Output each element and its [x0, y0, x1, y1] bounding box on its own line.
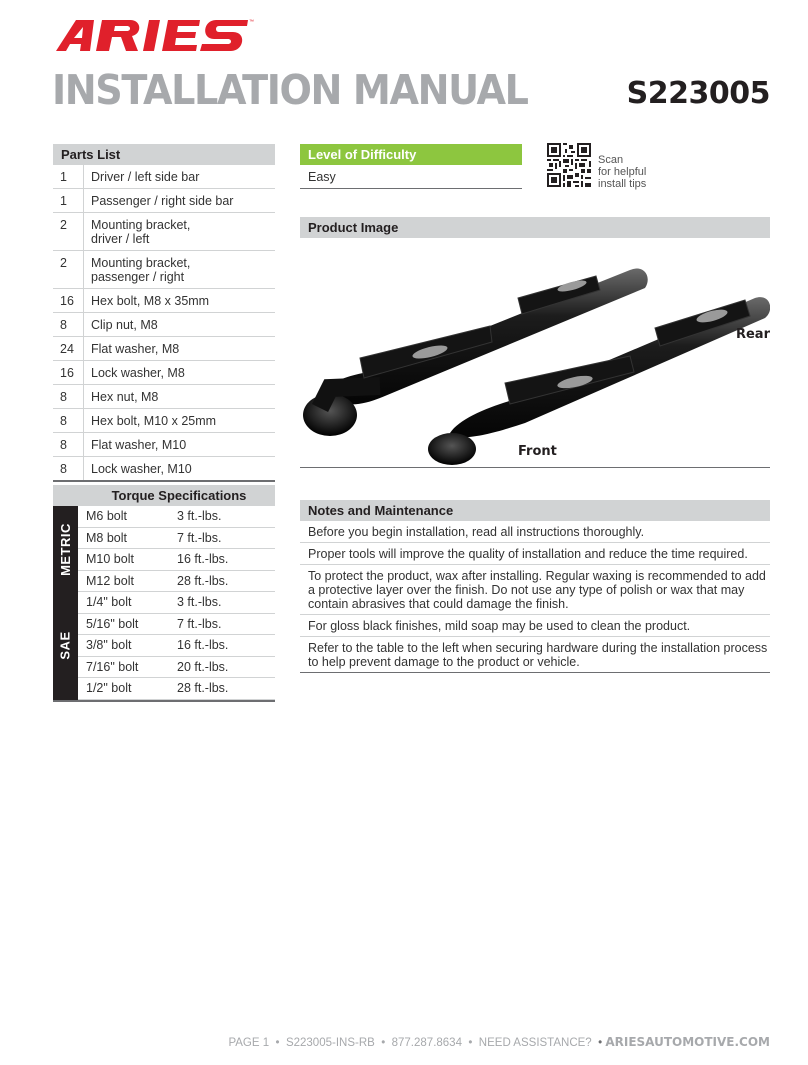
part-number: S223005: [626, 76, 770, 111]
parts-list-row: [53, 189, 275, 213]
parts-list-row: [53, 251, 275, 289]
aries-logo: [50, 14, 256, 54]
metric-label: METRIC: [53, 506, 78, 592]
part-description: Clip nut, M8: [91, 318, 158, 332]
bolt-size: M8 bolt: [86, 530, 127, 545]
footer-doc: S223005-INS-RB: [285, 1037, 375, 1049]
torque-value: 7 ft.-lbs.: [177, 616, 222, 631]
rear-label: Rear: [735, 327, 770, 342]
note-item: For gloss black finishes, mild soap may be used to clean the product.: [300, 615, 770, 637]
note-item: To protect the product, wax after installing. Regular waxing is recommended to add a protective layer over the finish. Do not use any type of polish or wax that may contain abrasives that could damage the finish.: [300, 565, 770, 615]
part-description: Flat washer, M8: [91, 342, 180, 356]
part-qty: 24: [53, 337, 84, 360]
bolt-size: 1/4" bolt: [86, 595, 132, 610]
part-description: Mounting bracket, passenger / right: [91, 256, 191, 284]
metric-group: [53, 506, 275, 592]
part-qty: 8: [53, 385, 84, 408]
torque-value: 7 ft.-lbs.: [177, 530, 222, 545]
notes-heading: Notes and Maintenance: [300, 500, 770, 521]
part-description: Hex nut, M8: [91, 390, 159, 404]
footer-website-link[interactable]: ARIESAUTOMOTIVE.COM: [605, 1035, 770, 1049]
torque-row: [78, 549, 275, 571]
bolt-size: M10 bolt: [86, 552, 134, 567]
torque-row: [78, 528, 275, 550]
torque-row: [78, 571, 275, 593]
parts-list-row: [53, 361, 275, 385]
bolt-size: M12 bolt: [86, 573, 134, 588]
parts-list-row: [53, 165, 275, 189]
torque-specifications-table: [53, 485, 275, 702]
torque-value: 16 ft.-lbs.: [177, 638, 229, 653]
bolt-size: 5/16" bolt: [86, 616, 139, 631]
torque-row: [78, 635, 275, 657]
part-description: Passenger / right side bar: [91, 194, 234, 208]
front-side-bar: [428, 297, 770, 465]
front-label: Front: [518, 444, 557, 459]
bolt-size: 1/2" bolt: [86, 681, 132, 696]
svg-text:™: ™: [249, 19, 254, 25]
torque-row: [78, 657, 275, 679]
torque-value: 20 ft.-lbs.: [177, 659, 229, 674]
torque-row: [78, 592, 275, 614]
product-image-section: [300, 217, 770, 468]
note-item: Before you begin installation, read all instructions thoroughly.: [300, 521, 770, 543]
part-qty: 2: [53, 251, 84, 288]
parts-list-row: [53, 433, 275, 457]
parts-list-row: [53, 457, 275, 482]
parts-list-heading: Parts List: [53, 144, 275, 165]
difficulty-heading: Level of Difficulty: [300, 144, 522, 165]
note-item: Proper tools will improve the quality of installation and reduce the time required.: [300, 543, 770, 565]
sae-group: [53, 592, 275, 702]
rear-side-bar: [303, 269, 648, 436]
bolt-size: M6 bolt: [86, 509, 127, 524]
torque-value: 28 ft.-lbs.: [177, 681, 229, 696]
bolt-size: 7/16" bolt: [86, 659, 139, 674]
part-description: Driver / left side bar: [91, 170, 200, 184]
qr-caption: Scan for helpful install tips: [598, 154, 647, 190]
part-qty: 8: [53, 457, 84, 480]
part-qty: 8: [53, 409, 84, 432]
parts-list-row: [53, 213, 275, 251]
part-qty: 8: [53, 313, 84, 336]
part-qty: 1: [53, 165, 84, 188]
product-image-heading: Product Image: [300, 217, 770, 238]
difficulty-value: Easy: [300, 165, 522, 189]
torque-value: 16 ft.-lbs.: [177, 552, 229, 567]
part-qty: 16: [53, 361, 84, 384]
torque-row: [78, 506, 275, 528]
side-bars-illustration: [300, 238, 770, 467]
torque-heading: Torque Specifications: [53, 485, 275, 506]
parts-list-row: [53, 313, 275, 337]
part-qty: 16: [53, 289, 84, 312]
parts-list-row: [53, 337, 275, 361]
torque-row: [78, 678, 275, 700]
difficulty-box: [300, 144, 522, 189]
parts-list-row: [53, 409, 275, 433]
footer: PAGE 1 • S223005-INS-RB • 877.287.8634 • NEED ASSISTANCE? • ARIESAUTOMOTIVE.COM: [228, 1035, 770, 1049]
part-qty: 1: [53, 189, 84, 212]
footer-page: PAGE 1: [228, 1037, 270, 1049]
footer-assist: NEED ASSISTANCE?: [478, 1037, 592, 1049]
parts-list-row: [53, 289, 275, 313]
torque-row: [78, 614, 275, 636]
sae-label: SAE: [53, 592, 78, 700]
torque-value: 3 ft.-lbs.: [177, 509, 222, 524]
parts-list-table: [53, 144, 275, 482]
note-item: Refer to the table to the left when securing hardware during the installation process to help prevent damage to the product or vehicle.: [300, 637, 770, 673]
bolt-size: 3/8" bolt: [86, 638, 132, 653]
page-title: INSTALLATION MANUAL: [52, 66, 528, 114]
part-description: Lock washer, M10: [91, 462, 192, 476]
torque-value: 3 ft.-lbs.: [177, 595, 222, 610]
parts-list-row: [53, 385, 275, 409]
part-qty: 2: [53, 213, 84, 250]
part-description: Lock washer, M8: [91, 366, 185, 380]
part-qty: 8: [53, 433, 84, 456]
part-description: Hex bolt, M10 x 25mm: [91, 414, 217, 428]
part-description: Flat washer, M10: [91, 438, 187, 452]
qr-code[interactable]: [547, 143, 591, 187]
notes-maintenance-section: [300, 500, 770, 673]
part-description: Mounting bracket, driver / left: [91, 218, 191, 246]
part-description: Hex bolt, M8 x 35mm: [91, 294, 210, 308]
footer-phone[interactable]: 877.287.8634: [391, 1037, 462, 1049]
torque-value: 28 ft.-lbs.: [177, 573, 229, 588]
